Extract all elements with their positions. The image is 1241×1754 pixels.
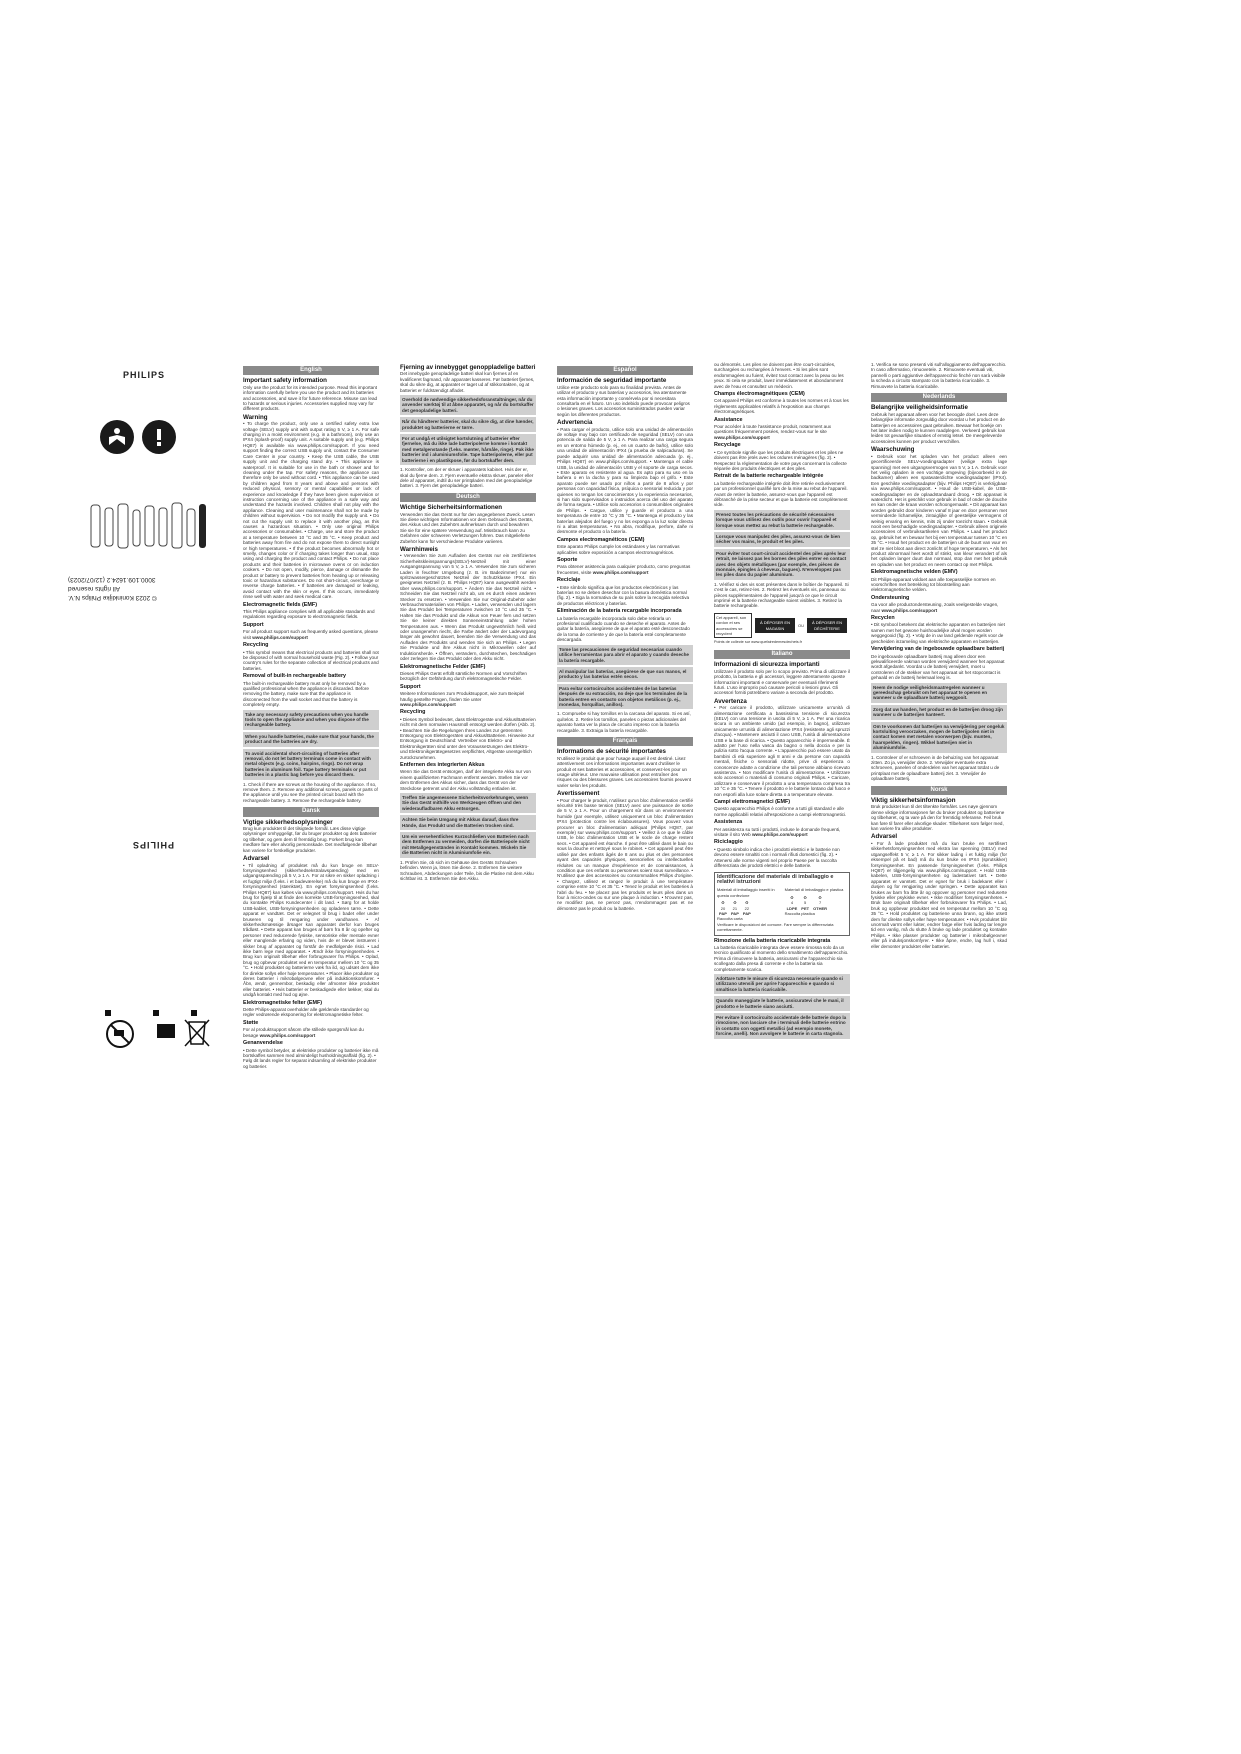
read-manual-icon xyxy=(100,420,134,454)
recycling-text: • Este símbolo significa que los productos electrónicos y las baterías no se deben desechar con la basura doméstica normal (fig. 2). • Siga la normativa de su país sobre la recogida selectiva de productos eléctricos y baterías. xyxy=(557,584,690,606)
warning-text: • Per caricare il prodotto, utilizzare unicamente un'unità di alimentazione certificata a bassissima tensione di sicurezza (SELV) con una tensione in uscita di 5 V, ≥ 1 A. Per una ricarica sicura in un ambiente umido (ad esempio, in bagno), utilizzare unicamente un'unità di alimentazione IPX4 (resistente agli spruzzi d'acqua). • Mantenere asciutti il cavo USB, l'unità di alimentazione USB e la base di ricarica. • Questo apparecchio è impermeabile. È adatto per l'uso nella vasca da bagno o nella doccia e per la pulizia sotto l'acqua corrente. • L'apparecchio può essere usato da bambini di età superiore agli 8 anni e da persone con capacità mentali, fisiche o sensoriali ridotte, prive di esperienza o conoscenze adatte a condizione che tali persone abbiano ricevuto assistenza. • Non modificare l'unità di alimentazione. • Utilizzare solo accessori o materiali di consumo originali Philips. • Caricare, utilizzare e conservare il prodotto a una temperatura compresa tra 10 °C e 35 °C. • Tenere il prodotto e le batterie lontano dal fuoco e non esporli alla luce solare diretta o a temperature elevate. xyxy=(714,705,850,797)
column-italiano xyxy=(714,362,850,1041)
warning-text: • Pour charger le produit, n'utilisez qu'un bloc d'alimentation certifié sécurité très basse tension (SELV) avec une puissance de sortie de 5 V, ≥ 1 A. Pour un chargement sûr dans un environnement humide (par exemple, utilisez uniquement un bloc d'alimentation IPX4 (protection contre les éclaboussures). Vous pouvez vous procurer un bloc d'alimentation adéquat (Philips HQ87, par exemple) sur www.philips.com/support. • Veillez à ce que le câble USB, le bloc d'alimentation USB et le socle de charge restent secs. • Cet appareil est étanche. Il peut être utilisé dans le bain ou sous la douche et nettoyé sous le robinet. • Cet appareil peut être utilisé par des enfants âgés de 8 ans ou plus et des personnes ayant des capacités physiques, sensorielles ou intellectuelles réduites ou un manque d'expérience et de connaissances, à condition que ces enfants ou personnes soient sous surveillance. • N'utilisez que des accessoires ou consommables Philips d'origine. • Chargez, utilisez et rangez le produit à une température comprise entre 10 °C et 35 °C. • Tenez le produit et les batteries à l'abri du feu. • Ne placez pas les produits et leurs piles dans un four à micro-ondes ou sur une plaque à induction. • N'ouvrez pas, ne modifiez pas, ne percez pas, n'endommagez pas et ne démontez pas le produit ou la batterie. xyxy=(557,797,694,911)
heading-removal: Entfernen des integrierten Akkus xyxy=(400,762,485,768)
brand-logo-rotated: PHILIPS xyxy=(132,840,175,850)
emf-text: Este aparato Philips cumple los estándares y las normativas aplicables sobre exposición a campos electromagnéticos. xyxy=(557,544,680,555)
caution-box: Om te voorkomen dat batterijen na verwijdering per ongeluk kortsluiting veroorzaken, mogen de batterijpolen niet in contact komen met metalen voorwerpen (bijv. munten, haarspelden, ringen). Wikkel batterijen niet in aluminiumfolie. xyxy=(871,722,1007,753)
heading-warning: Advertencia xyxy=(557,419,593,427)
heading-warning: Advarsel xyxy=(243,855,270,863)
section-norsk: Norsk xyxy=(871,786,1007,795)
heading-support: Soporte xyxy=(557,557,578,563)
emf-text: Dieses Philips Gerät erfüllt sämtliche Normen und Vorschriften bezüglich der Gefährdung durch elektromagnetische Felder. xyxy=(400,670,527,682)
heading-warning: Avertissement xyxy=(557,790,600,798)
recycle-icon: ♻ 20 PAP xyxy=(719,900,727,916)
caution-box: Tome las precauciones de seguridad necesarias cuando utilice herramientas para abrir el aparato y cuando deseche la batería recargable. xyxy=(557,645,693,665)
caution-box: Treffen Sie angemessene Sicherheitsvorkehrungen, wenn Sie das Gerät mithilfe von Werkzeugen öffnen und den wiederaufladbaren Akku entsorgen. xyxy=(400,793,536,813)
recycling-text: • Ce symbole signifie que les produits électriques et les piles ne doivent pas être jetés avec les ordures ménagères (fig. 2). • Respectez la réglementation de votre pays concernant la collecte séparée des produits électriques et des piles. xyxy=(714,449,847,471)
triman-logo xyxy=(714,613,850,639)
heading-safety: Important safety information xyxy=(243,377,327,385)
heading-recycling: Genanvendelse xyxy=(243,1040,283,1047)
heading-removal: Eliminación de la batería recargable incorporada xyxy=(557,608,682,615)
warning-text: • To charge the product, only use a certified safety extra low voltage (SELV) supply unit with output rating 5 V, ≥ 1 A. For safe charging in a moist environment (e.g. in a bathroom), only use an IPX4 (splash-proof) supply unit. A suitable supply unit (e.g. Philips HQ87) is available via www.philips.com/support. If you need support finding the correct USB supply unit, contact the Consumer Care Center in your country. • Keep the USB cable, the USB supply unit and the charging stand dry. • This appliance is waterproof. It is suitable for use in the bath or shower and for cleaning under the tap. For safety reasons, the appliance can therefore only be used without cord. • This appliance can be used by children aged from 8 years and above and persons with reduced physical, sensory or mental capabilities or lack of experience and knowledge if they have been given supervision or instruction concerning use of the appliance in a safe way and understand the hazards involved. Children shall not play with the appliance. Cleaning and user maintenance shall not be made by children without supervision. • Do not modify the supply unit. • Do not cut the supply unit to replace it with another plug, as this causes a hazardous situation. • Only use original Philips accessories or consumables. • Charge, use and store the product at a temperature between 10 °C and 35 °C. • Keep product and batteries away from fire and do not expose them to direct sunlight or high temperatures. • If the product becomes abnormally hot or smelly, changes color or if charging takes longer than usual, stop using and charging the product and contact Philips. • Do not place products and their batteries in microwave ovens or on induction cookers. • Do not open, modify, pierce, damage or dismantle the product or battery to prevent batteries from heating up or releasing toxic or hazardous substances. Do not short-circuit, overcharge or reverse charge batteries. • If batteries are damaged or leaking, avoid contact with the skin or eyes. If this occurs, immediately rinse well with water and seek medical care. xyxy=(243,421,379,600)
continued-footnotes: 1. Verifica se sono presenti viti sull'alloggiamento dell'apparecchio. In caso affermativo, rimuovetele. 2. Rimuovete eventuali viti, pannelli o parti aggiuntive dell'apparecchio finché non sarà visibile la scheda a circuito stampato con la batteria ricaricabile. 3. Rimuovete la batteria ricaricabile. xyxy=(871,362,1007,389)
footnotes: 1. Compruebe si hay tornillos en la carcasa del aparato. Si es así, quítelos. 2. Retire los tornillos, paneles o piezas adicionales del aparato hasta ver la placa de circuito impreso con la batería recargable. 3. Extraiga la batería recargable. xyxy=(557,711,691,733)
section-francais: Français xyxy=(557,737,693,746)
column-espanol-francais xyxy=(557,362,693,912)
heading-safety: Informations de sécurité importantes xyxy=(557,748,666,756)
triman-dump: À DÉPOSER EN DÉCHÈTERIE xyxy=(807,618,847,633)
emf-text: Questo apparecchio Philips è conforme a tutti gli standard e alle norme applicabili relativi all'esposizione a campi elettromagnetici. xyxy=(714,806,847,817)
heading-removal: Retrait de la batterie rechargeable intégrée xyxy=(714,473,824,480)
attachments-illustration xyxy=(88,500,208,555)
recycle-icon: ♻ 7 OTHER xyxy=(813,894,828,911)
heading-warning: Warning xyxy=(243,413,268,421)
heading-warning: Waarschuwing xyxy=(871,446,915,454)
removal-text: Wenn Sie das Gerät entsorgen, darf der integrierte Akku nur von einem qualifizierten Fachmann entfernt werden. Stellen Sie vor dem Entfernen des Akkus sicher, dass das Gerät von der Steckdose getrennt und der Akku vollständig entladen ist. xyxy=(400,769,531,791)
footnotes: 1. Prüfen Sie, ob sich im Gehäuse des Geräts Schrauben befinden. Wenn ja, lösen Sie diese. 2. Entfernen Sie weitere Schrauben, Abdeckungen oder Teile, bis die Platine mit dem Akku sichtbar ist. 3. Entfernen Sie den Akku. xyxy=(400,859,534,881)
recycling-text: • Dette symbol betyder, at elektriske produkter og batterier ikke må bortskaffes sammen med almindeligt husholdningsaffald (fig. 2). • Følg dit lands regler for separat indsamling af elektriske produkter og batterier. xyxy=(243,1047,379,1069)
removal-text: La batería recargable incorporada solo debe retirarla un profesional cualificado cuando se deseche el aparato. Antes de quitar la batería, asegúrese de que el aparato esté desconectado de la toma de corriente y de que la batería esté completamente descargada. xyxy=(557,615,690,643)
brand-logo-top: PHILIPS xyxy=(123,370,166,380)
safety-intro: Utilizzare il prodotto solo per lo scopo previsto. Prima di utilizzare il prodotto, la batteria e gli accessori, leggere attentamente queste informazioni importanti e conservarle per eventuali riferimenti futuri. L'uso improprio può causare pericoli o lesioni gravi. Gli accessori forniti potrebbero variare a seconda del prodotto. xyxy=(714,668,850,696)
caution-box: Para evitar cortocircuitos accidentales de las baterías después de su extracción, no deje que los terminales de la batería entren en contacto con objetos metálicos (p. ej., monedas, horquillas, anillos). xyxy=(557,684,693,710)
heading-support: Support xyxy=(400,683,421,690)
heading-support: Assistenza xyxy=(714,819,743,826)
support-text: Weitere Informationen zum Produktsupport, wie zum Beispiel häufig gestellte Fragen, finden Sie unter xyxy=(400,691,525,702)
caution-box: Når du håndterer batterier, skal du sikre dig, at dine hænder, produktet og batterierne er tørre. xyxy=(400,417,536,432)
support-link[interactable]: www.philips.com/support xyxy=(881,607,938,613)
heading-recycling: Riciclaggio xyxy=(714,839,743,846)
heading-emf: Electromagnetic fields (EMF) xyxy=(243,601,317,608)
packaging-col-paper: Materiali di imballaggio inseriti in questa confezione xyxy=(717,887,775,898)
footnotes: 1. Vérifiez si des vis sont présentes dans le boîtier de l'appareil. Si c'est le cas, retirez-les. 2. Retirez les éventuels vis, panneaux ou pièces supplémentaires de l'appareil jusqu'à ce que le circuit imprimé et la batterie rechargeable soient visibles. 3. Retirez la batterie rechargeable. xyxy=(714,581,849,609)
heading-safety: Vigtige sikkerhedsoplysninger xyxy=(243,818,333,826)
safety-intro: Gebruik het apparaat alleen voor het beoogde doel. Lees deze belangrijke informatie zorgvuldig door voordat u het product en de batterijen en accessoires gaat gebruiken. Bewaar het boekje om het later indien nodig te kunnen raadplegen. Verkeerd gebruik kan leiden tot gevaarlijke situaties of ernstig letsel. De meegeleverde accessoires kunnen per product verschillen. xyxy=(871,411,1006,444)
heading-warning: Warnhinweis xyxy=(400,545,438,553)
emf-text: Dit Philips-apparaat voldoet aan alle toepasselijke normen en voorschriften met betrekking tot blootstelling aan elektromagnetische velden. xyxy=(871,576,996,593)
warning-text: • Para cargar el producto, utilice solo una unidad de alimentación de voltaje muy bajo con certificado de seguridad (SELV) con una potencia de salida de 5 V, ≥ 1 A. Para realizar una carga segura en un entorno húmedo (p. ej., en un cuarto de baño), utilice solo una unidad de alimentación IPX4 (a prueba de salpicaduras). Se puede adquirir una unidad de alimentación adecuada (p. ej., Philips HQ87) en www.philips.com/support. • Mantenga el cable USB, la unidad de alimentación USB y el soporte de carga secos. • Este aparato es resistente al agua. Es apto para su uso en la bañera o en la ducha y para su limpieza bajo el grifo. • Este aparato puede ser usado por niños a partir de 8 años y por personas con capacidad física, psíquica o sensorial reducida y por quienes no tengan los conocimientos y la experiencia necesarios, si han sido supervisados o instruidos acerca del uso del aparato de forma segura. • Utilice solo accesorios o consumibles originales de Philips. • Cargue, utilice y guarde el producto a una temperatura de entre 10 °C y 35 °C. • Mantenga el producto y las baterías alejados del fuego y no los exponga a la luz solar directa ni a altas temperaturas. • No abra, modifique, perfore, dañe ni desmonte el producto o la batería. xyxy=(557,426,693,535)
section-dansk: Dansk xyxy=(243,807,379,816)
heading-emf: Campi elettromagnetici (EMF) xyxy=(714,799,791,806)
support-link[interactable]: www.philips.com/support xyxy=(259,1032,316,1038)
heading-recycling: Recyclage xyxy=(714,442,741,449)
left-strip xyxy=(60,370,238,1360)
recycle-icon: ♻ 4 LDPE xyxy=(786,894,798,911)
warning-text: • For å lade produktet må du kun bruke en sertifisert sikkerhetsforsyningsenhet med ekstra lav spenning (SELV) med utgangseffekt 5 V, ≥ 1 A. For sikker lading i et fuktig miljø (for eksempel på et bad) må du kun bruke en IPX4 (sprutsikker) forsyningsenhet. En passende forsyningsenhet (f.eks. Philips HQ87) er tilgjengelig via www.philips.com/support. • Hold USB-kabelen, USB-forsyningsenheten og ladestativet tørt. • Dette apparatet er vanntett. Det er egnet for bruk i badekaret eller i dusjen og for rengjøring under springen. • Dette apparatet kan brukes av barn fra åtte år og oppover og personer med reduserte fysiske eller psykiske evner. • Ikke modifiser forsyningsenheten. • Bruk bare originalt tilbehør eller forbruksvarer fra Philips. • Lad, bruk og oppbevar produktet ved en temperatur mellom 10 °C og 35 °C. • Hold produktet og batteriene unna brann, og ikke utsett dem for direkte sollys eller høye temperaturer. • Hvis produktet blir unormalt varmt eller lukter, endrer farge eller hvis lading tar lengre tid enn vanlig, må du slutte å bruke og lade produktet og kontakte Philips. • Ikke plasser produkter og batterier i mikrobølgeovner eller på induksjonskomfyrer. • Ikke åpne, endre, lag hull i, skad eller demonter produktet eller batteriet. xyxy=(871,840,1007,949)
section-nederlands: Nederlands xyxy=(871,393,1007,402)
emf-text: Dette Philips-apparat overholder alle gældende standarder og regler vedrørende eksponering for elektromagnetiske felter. xyxy=(243,1007,369,1018)
triman-store: À DÉPOSER EN MAGASIN xyxy=(755,618,795,633)
recycling-text: • Dit symbool betekent dat elektrische apparaten en batterijen niet samen met het gewone huishoudelijke afval mogen worden weggegooid (fig. 2). • Volg de in uw land geldende regels voor de gescheiden inzameling van elektrische apparaten en batterijen. xyxy=(871,622,1005,644)
recycling-text: • Dieses Symbol bedeutet, dass Elektrogeräte und Akkus/Batterien nicht mit dem normalen Hausmüll entsorgt werden dürfen (Abb. 2). • Beachten Sie die Regelungen Ihres Landes zur getrennten Entsorgung von Elektrogeräten und Akkus/Batterien. Hinweise zur Entsorgung in Deutschland: Vertreiber von Elektro- und Elektronikgeräten sind unter den Voraussetzungen des Elektro- und Elektronikgerätegesetzes verpflichtet, Altgeräte unentgeltlich zurückzunehmen. xyxy=(400,716,536,760)
column-english-dansk xyxy=(243,362,379,1070)
heading-removal: Fjerning av innebygget genoppladelige batteri xyxy=(400,364,536,371)
caution-box: Al manipular las baterías, asegúrese de que sus manos, el producto y las baterías estén secos. xyxy=(557,667,693,682)
heading-recycling: Recyclen xyxy=(871,615,895,622)
caution-box: Achten Sie beim Umgang mit Akkus darauf, dass Ihre Hände, das Produkt und die Batterien trocken sind. xyxy=(400,815,536,830)
heading-warning: Advarsel xyxy=(871,833,898,841)
caution-box: Neem de nodige veiligheidsmaatregelen wanneer u gereedschap gebruikt om het apparaat te openen en wanneer u de oplaadbare batterij weggooit. xyxy=(871,683,1007,703)
triman-caption: Points de collecte sur www.quefairedemesdechets.fr xyxy=(714,640,803,645)
removal-text: La batteria ricaricabile integrata deve essere rimossa solo da un tecnico qualificato al momento dello smaltimento dell'apparecchio. Prima di rimuovere la batteria, assicurarsi che l'apparecchio sia scollegato dalla presa di corrente e che la batteria sia completamente scarica. xyxy=(714,944,849,972)
rights: All rights reserved xyxy=(68,585,121,592)
triman-or: OU xyxy=(798,622,804,628)
removal-text: The built-in rechargeable battery must only be removed by a qualified professional when the appliance is discarded. Before removing the battery, make sure that the appliance is disconnected from the wall socket and that the battery is completely empty. xyxy=(243,680,369,708)
heading-emf: Campos electromagnéticos (CEM) xyxy=(557,536,645,543)
heading-warning: Avvertenza xyxy=(714,697,747,705)
heading-emf: Elektromagnetiske felter (EMF) xyxy=(243,999,323,1006)
removal-text: De ingebouwde oplaadbare batterij mag alleen door een gekwalificeerde vakman worden verwijderd wanneer het apparaat wordt afgedankt. Voordat u de batterij verwijdert, moet u controleren of de stekker van het apparaat uit het stopcontact is gehaald en de batterij helemaal leeg is. xyxy=(871,653,1005,681)
removal-text: Det innebygde genopladelige batteri skal kun fjernes af en kvalificeret fagmand, når apparatet kasseres. Før batteriet fjernes, skal du sikre dig, at apparatet er taget ud af stikkontakten, og at batteriet er fuldstændigt afladet. xyxy=(400,371,535,393)
triman-left: Cet appareil, son cordon et ses accessoires se recyclent xyxy=(714,613,752,639)
section-espanol: Español xyxy=(557,366,693,375)
safety-intro: Brug kun produktet til det tilsigtede formål. Læs disse vigtige oplysninger omhyggeligt, før du bruger produktet og dets batterier og tilbehør, og gem dem til fremtidig brug. Forkert brug kan medføre fare eller alvorlig personskade. Det medfølgende tilbehør kan variere for forskellige produkter. xyxy=(243,826,378,853)
heading-support: Support xyxy=(243,621,264,628)
support-text: For all product support such as frequently asked questions, please visit xyxy=(243,629,379,640)
recycling-text: • Questo simbolo indica che i prodotti elettrici e le batterie non devono essere smaltiti con i normali rifiuti domestici (fig. 2). • Attenersi alle norme vigenti nel proprio Paese per la raccolta differenziata dei prodotti elettrici e delle batterie. xyxy=(714,846,840,869)
heading-support: Ondersteuning xyxy=(871,594,910,601)
fig-marker-1 xyxy=(105,1010,111,1016)
safety-intro: Bruk produktet kun til det tiltenkte formålet. Les nøye gjennom denne viktige informasjonen før du bruker produktet og batteriene og tilbehøret, og ta vare på den for fremtidig referanse. Feil bruk kan føre til farer eller alvorlige skader. Tilbehøret som følger med, kan variere fra ulike produkter. xyxy=(871,804,1005,832)
warning-text: • Verwenden Sie zum Aufladen des Geräts nur ein zertifiziertes Sicherheitskleinspannungs(SELV)-Netzteil mit einer Ausgangsspannung von 5 V, ≥ 1 A. Verwenden Sie zum sicheren Laden in feuchter Umgebung (z. B. im Badezimmer) nur ein spritzwassergeschütztes Netzteil der Schutzklasse IPX4. Ein geeignetes Netzteil (z. B. Philips HQ87) kann ausgewählt werden über www.philips.com/support. • Ändern Sie das Netzteil nicht. • Schneiden Sie das Netzteil nicht ab, um es durch einen anderen Stecker zu ersetzen. • Verwenden Sie nur Original-Zubehör oder Verbrauchsmaterialien von Philips. • Laden, verwenden und lagern Sie das Produkt bei Temperaturen zwischen 10 °C und 35 °C. • Halten Sie das Produkt und die Akkus von Feuer fern und setzen Sie sie keiner direkten Sonneneinstrahlung oder hohen Temperaturen aus. • Wenn das Produkt ungewöhnlich heiß wird oder unangenehm riecht, die Farbe ändert oder der Ladevorgang länger als gewohnt dauert, beenden Sie die Verwendung und das Aufladen des Produkts und wenden Sie sich an Philips. • Legen Sie Produkte und ihre Akkus nicht in Mikrowellen oder auf Induktionsherde. • Öffnen, verändern, durchstechen, beschädigen oder zerlegen Sie das Produkt oder den Akku nicht. xyxy=(400,553,536,662)
safety-intro: N'utilisez le produit que pour l'usage auquel il est destiné. Lisez attentivement ces informations importantes avant d'utiliser le produit et ses batteries et accessoires, et conservez-les pour un usage ultérieur. Une mauvaise utilisation peut entraîner des risques ou des blessures graves. Les accessoires fournis peuvent varier selon les produits. xyxy=(557,755,692,788)
support-link[interactable]: www.philips.com/support xyxy=(751,832,808,838)
caution-box: Adottare tutte le misure di sicurezza necessarie quando si utilizzano utensili per aprire l'apparecchio e quando si smaltisce la batteria ricaricabile. xyxy=(714,974,850,994)
heading-safety: Viktig sikkerhetsinformasjon xyxy=(871,797,956,805)
column-deutsch xyxy=(400,362,536,882)
support-link[interactable]: www.philips.com/support xyxy=(400,701,456,707)
safety-intro: Only use the product for its intended purpose. Read this important information carefully before you use the product and its batteries and accessories, and save it for future reference. Misuse can lead to hazards or serious injuries. Accessories supplied may vary for different products. xyxy=(243,384,378,412)
emf-text: Cet appareil Philips est conforme à toutes les normes et à tous les règlements applicables relatifs à l'exposition aux champs électromagnétiques. xyxy=(714,398,849,415)
footnotes: 1. Controleer of er schroeven in de behuizing van het apparaat zitten. Zo ja, verwijder deze. 2. Verwijder eventuele extra schroeven, panelen of onderdelen van het apparaat totdat u de printplaat met de oplaadbare batterij ziet. 3. Verwijder de oplaadbare batterij. xyxy=(871,754,1000,782)
disposal-icons xyxy=(105,1010,215,1055)
heading-emf: Elektromagnetische Felder (EMF) xyxy=(400,663,486,670)
support-link[interactable]: www.philips.com/support xyxy=(592,569,649,575)
caution-box: Lorsque vous manipulez des piles, assurez-vous de bien sécher vos mains, le produit et les piles. xyxy=(714,532,850,547)
caution-box: Overhold de nødvendige sikkerhedsforanstaltninger, når du anvender værktøj til at åbne apparatet, og når du bortskaffer det genopladelige batteri. xyxy=(400,395,536,415)
packaging-note: Verificare le disposizioni del comune. Fare sempre la differenziata correttamente. xyxy=(717,921,834,933)
support-link[interactable]: www.philips.com/support xyxy=(252,634,308,640)
footnotes: 1. Check if there are screws at the housing of the appliance. If so, remove them. 2. Remove any additional screws, panels or parts of the appliance until you see the printed circuit board with the rechargeable battery. 3. Remove the rechargeable battery. xyxy=(243,781,378,803)
caution-box: Zorg dat uw handen, het product en de batterijen droog zijn wanneer u de batterijen hanteert. xyxy=(871,705,1007,720)
section-deutsch: Deutsch xyxy=(400,493,536,502)
heading-removal: Removal of built-in rechargeable battery xyxy=(243,673,347,680)
support-link[interactable]: www.philips.com/support xyxy=(714,434,770,440)
heading-recycling: Recycling xyxy=(243,642,269,649)
footnotes: 1. Kontroller, om der er skruer i apparatets kabinet. Hvis der er, skal du fjerne dem. 2. Fjern eventuelle ekstra skruer, paneler eller dele af apparatet, indtil du ser printpladen med det genopladelige batteri. 3. Fjern det genopladelige batteri. xyxy=(400,467,534,489)
caution-icon xyxy=(142,420,176,454)
section-italiano: Italiano xyxy=(714,650,850,659)
support-text: Ga voor alle productondersteuning, zoals veelgestelde vragen, naar xyxy=(871,602,999,613)
warning-text: • Gebruik voor het opladen van het product alleen een gecertificeerde SELV-voedingsadapter (veilige extra lage spanning) met een uitgangsvermogen van 5 V, ≥ 1 A. Gebruik voor het veilig opladen in een vochtige omgeving (bijvoorbeeld in de badkamer) alleen een spatwaterdichte voedingsadapter (IPX4). Een geschikte voedingsadapter (bijv. Philips HQ87) is verkrijgbaar via www.philips.com/support. • Houd de USB-kabel, de USB-voedingsadapter en de oplaadstandaard droog. • Dit apparaat is waterdicht. Het is geschikt voor gebruik in bad of onder de douche en kan onder de kraan worden schoongemaakt. • Dit apparaat kan worden gebruikt door kinderen vanaf 8 jaar en door personen met verminderde lichamelijke, zintuiglijke of geestelijke vermogens of weinig ervaring en kennis, mits zij onder toezicht staan. • Gebruik nooit een beschadigde voedingsadapter. • Gebruik alleen originele accessoires of verbruiksartikelen van Philips. • Laad het product op, gebruik het en bewaar het bij een temperatuur tussen 10 °C en 35 °C. • Houd het product en de batterijen uit de buurt van vuur en stel ze niet bloot aan direct zonlicht of hoge temperaturen. • Als het product abnormaal heet wordt of stinkt, van kleur verandert of als het opladen langer duurt dan normaal, stop dan met het gebruik en opladen van het product en neem contact op met Philips. xyxy=(871,453,1007,567)
continued-text: ou démontés. Les piles ne doivent pas être court-circuitées, surchargées ou rechargées à l'envers. • Si les piles sont endommagées ou fuient, évitez tout contact avec la peau ou les yeux. Si cela se produit, lavez immédiatement et abondamment avec de l'eau et consultez un médecin. xyxy=(714,362,844,389)
caution-box: Um ein versehentliches Kurzschließen von Batterien nach dem Entfernen zu vermeiden, dürfen die Batteriepole nicht mit Metallgegenständen in Kontakt kommen. Wickeln Sie die Batterien nicht in Aluminiumfolie ein. xyxy=(400,832,536,858)
packaging-table-title: Identificazione del materiale di imballaggio e relativi istruzioni xyxy=(717,873,834,885)
collection-plastic: Raccolta plastica xyxy=(784,910,815,916)
recycle-icon: ♻ 5 PET xyxy=(801,894,810,911)
caution-box: Prenez toutes les précautions de sécurité nécessaires lorsque vous utilisez des outils pour ouvrir l'appareil et lorsque vous mettez au rebut la batterie rechargeable. xyxy=(714,510,850,530)
safety-intro: Utilice este producto solo para su finalidad prevista. Antes de utilizar el producto y sus baterías y accesorios, lea atentamente esta información importante y consérvela por si necesitara consultarla en el futuro. Un uso indebido puede provocar peligros o lesiones graves. Los accesorios suministrados pueden variar según los diferentes productos. xyxy=(557,384,690,417)
support-text: Pour accéder à toute l'assistance produit, notamment aux questions fréquemment posées, rendez-vous sur le site xyxy=(714,424,832,435)
column-nederlands-norsk xyxy=(871,362,1007,950)
recycle-icon: ♻ 22 PAP xyxy=(742,900,751,916)
heading-safety: Wichtige Sicherheitsinformationen xyxy=(400,504,503,512)
heading-removal: Rimozione della batteria ricaricabile integrata xyxy=(714,937,831,944)
caution-box: For at undgå et utilsigtet kortslutning af batterier efter fjernelse, må du ikke lade batteripolerne komme i kontakt med metalgenstande (f.eks. mønter, hårnåle, ringe). Pak ikke batterier ind i aluminiumsfolie. Tape batteripolerne, eller put batterierne i en plastikpose, før du bortskaffer dem. xyxy=(400,434,536,465)
heading-support: Assistance xyxy=(714,416,743,423)
copyright: © 2023 Koninklijke Philips N.V. xyxy=(68,594,157,601)
packaging-col-plastic: Materiali di imballaggio e plastica xyxy=(784,887,844,893)
doc-code: 3000.109.1624.2 (12/07/2023) xyxy=(68,576,156,583)
removal-text: La batterie rechargeable intégrée doit être retirée exclusivement par un professionnel qualifié lors de la mise au rebut de l'appareil. Avant de retirer la batterie, assurez-vous que l'appareil est débranché de la prise secteur et que la batterie est complètement vide. xyxy=(714,480,848,508)
heading-emf: Elektromagnetische velden (EMV) xyxy=(871,569,958,576)
support-text: Per assistenza su tutti i prodotti, incluse le domande frequenti, visitate il sito Web xyxy=(714,826,841,838)
heading-support: Støtte xyxy=(243,1019,259,1026)
heading-safety: Información de seguridad importante xyxy=(557,377,667,385)
heading-safety: Belangrijke veiligheidsinformatie xyxy=(871,404,968,412)
caution-box: Take any necessary safety precautions when you handle tools to open the appliance and when you dispose of the rechargeable battery. xyxy=(243,710,379,730)
warning-icons xyxy=(100,420,176,454)
safety-intro: Verwenden Sie das Gerät nur für den angegebenen Zweck. Lesen Sie diese wichtigen Informationen vor dem Gebrauch des Geräts, des Akkus und des Zubehörs aufmerksam durch und bewahren Sie sie für eine spätere Verwendung auf. Missbrauch kann zu Gefahren oder schweren Verletzungen führen. Das mitgelieferte Zubehör kann für verschiedene Produkte variieren. xyxy=(400,511,535,544)
caution-box: Per evitare il cortocircuito accidentale delle batterie dopo la rimozione, non lasciare che i terminali delle batterie entrino in contatto con oggetti metallici (ad esempio monete, forcine, anelli). Non avvolgere le batterie in carta stagnola. xyxy=(714,1013,850,1039)
warning-text: • Til opladning af produktet må du kun bruge en SELV-forsyningsenhed (sikkerhedsekstralavspænding) med en udgangsspænding på 5 V, ≥ 1 A. For at sikre en sikker opladning i et fugtigt miljø (f.eks. i et badeværelse) må du kun bruge en IPX4-forsyningsenhed (stænktæt). En egnet forsyningsenhed (f.eks. Philips HQ87) kan købes via www.philips.com/support. Hvis du har brug for hjælp til at finde den korrekte USB-forsyningsenhed, skal du kontakte Philips Kundecenter i dit land. • Sørg for at holde USB-kablet, USB-forsyningsenheden og opladeren tørre. • Dette apparat er vandtæt. Det er velegnet til brug i badet eller under bruseren og til rengøring under vandhanen. • Af sikkerhedsmæssige årsager kan apparatet derfor kun bruges trådløst. • Dette apparat kan bruges af børn fra 8 år og opefter og personer med reducerede fysiske, sensoriske eller mentale evner eller manglende erfaring og viden, hvis de er blevet instrueret i sikker brug af apparatet og forstår de medfølgende risici. • Lad ikke børn lege med apparatet. • Ændr ikke forsyningsenheden. • Brug kun originalt tilbehør eller forbrugsvarer fra Philips. • Oplad, brug og opbevar produktet ved en temperatur mellem 10 °C og 35 °C. • Hold produktet og batterierne væk fra ild, og udsæt dem ikke for direkte sollys eller høje temperaturer. • Placer ikke produkter og deres batterier i mikrobølgeovne eller på induktionskomfurer. • Åbn, ændr, gennembor, beskadig eller afmonter ikke produktet eller batteriet. • Hvis batterier er beskadigede eller lækker, skal du undgå kontakt med hud og øjne. xyxy=(243,862,379,998)
heading-safety: Informazioni di sicurezza importanti xyxy=(714,661,820,669)
packaging-table xyxy=(714,872,850,936)
support-text: Para obtener asistencia para cualquier producto, como preguntas frecuentes, visite xyxy=(557,564,691,575)
caution-box: Pour éviter tout court-circuit accidentel des piles après leur retrait, ne laissez pas les bornes des piles entrer en contact avec des objets métalliques (par exemple, des pièces de monnaie, épingles à cheveux, bagues). N'enveloppez pas les piles dans du papier aluminium. xyxy=(714,549,850,580)
recycle-icon: ♻ 21 PAP xyxy=(730,900,739,916)
support-text: For al produktsupport såsom ofte stillede spørgsmål kan du besøge xyxy=(243,1027,364,1038)
heading-recycling: Recycling xyxy=(400,709,426,716)
caution-box: To avoid accidental short-circuiting of batteries after removal, do not let battery terminals come in contact with metal objects (e.g. coins, hairpins, rings). Do not wrap batteries in aluminum foil. Tape battery terminals or put batteries in a plastic bag before you discard them. xyxy=(243,749,379,780)
collection-paper: Raccolta carta xyxy=(717,916,743,922)
heading-recycling: Reciclaje xyxy=(557,577,581,584)
caution-box: When you handle batteries, make sure that your hands, the product and the batteries are dry. xyxy=(243,732,379,747)
emf-text: This Philips appliance complies with all applicable standards and regulations regarding exposure to electromagnetic fields. xyxy=(243,609,375,620)
heading-removal: Verwijdering van de ingebouwde oplaadbare batterij xyxy=(871,646,1005,653)
caution-box: Quando maneggiate le batterie, assicuratevi che le mani, il prodotto e le batterie siano asciutti. xyxy=(714,996,850,1011)
recycling-text: • This symbol means that electrical products and batteries shall not be disposed of with normal household waste (Fig. 2). • Follow your country's rules for the separate collection of electrical products and batteries. xyxy=(243,649,379,671)
heading-emf: Champs électromagnétiques (CEM) xyxy=(714,391,805,398)
section-english: English xyxy=(243,366,379,375)
